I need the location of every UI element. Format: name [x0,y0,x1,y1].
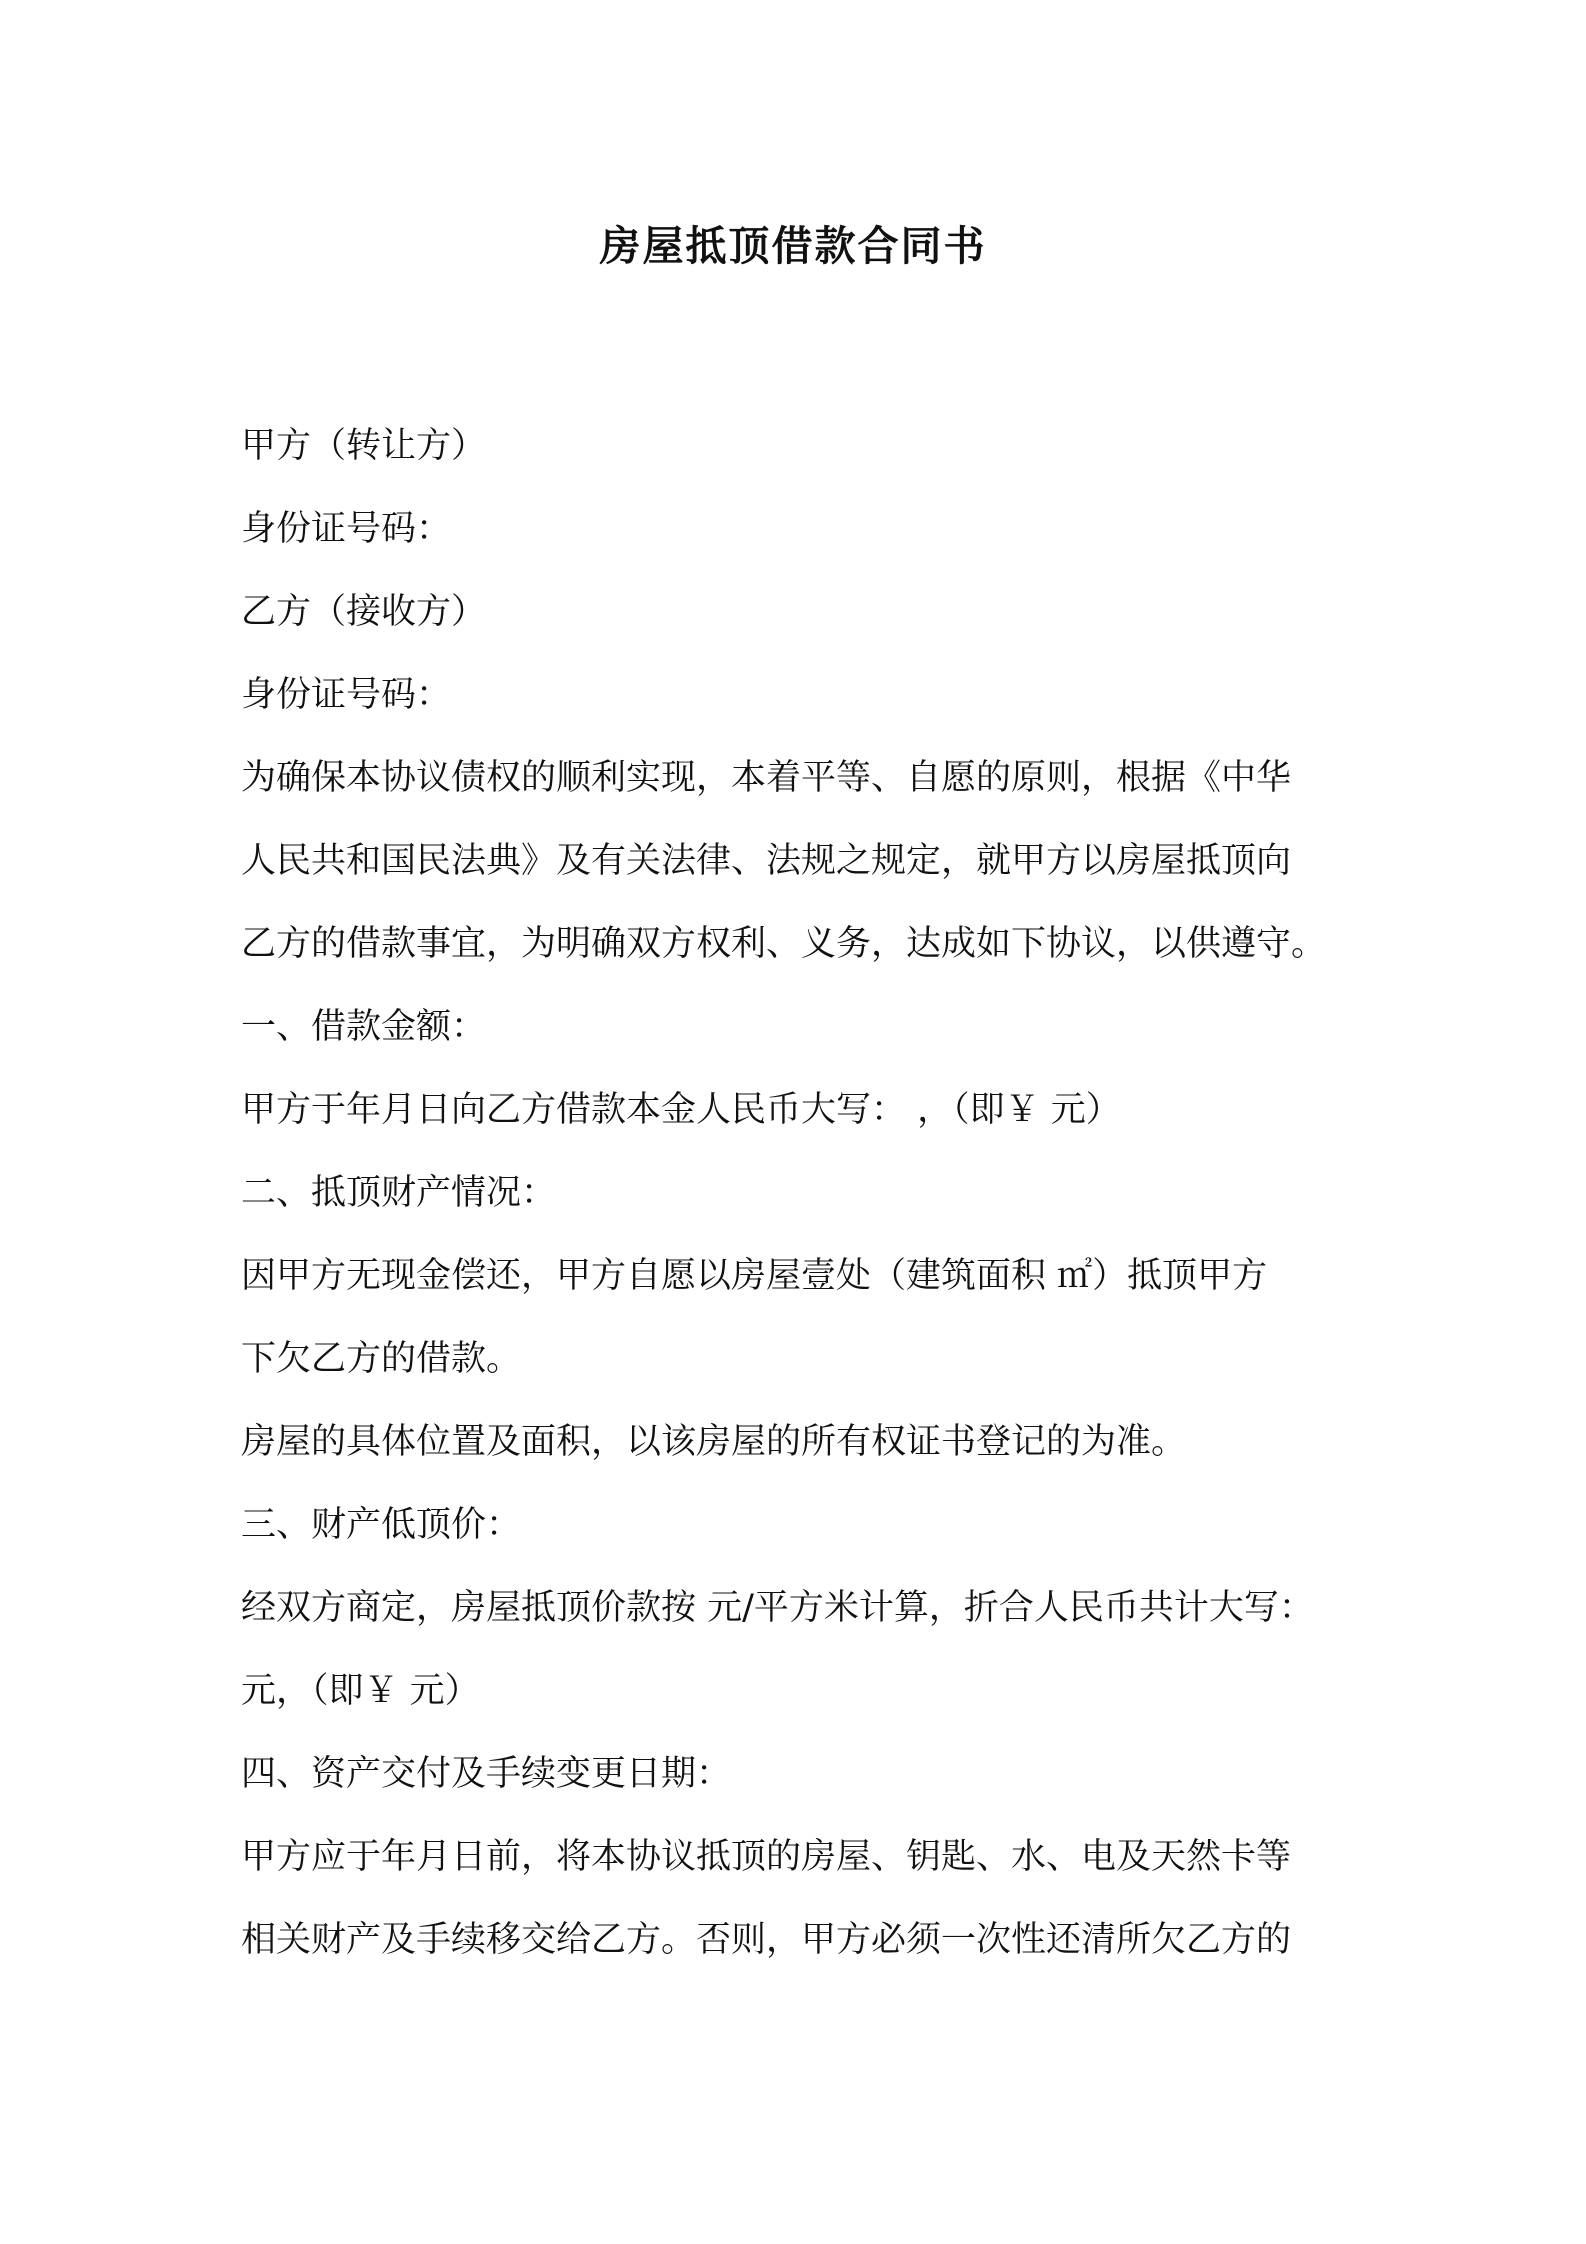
party-b-label: 乙方（接收方） [241,592,487,632]
loan-amount-text: 甲方于年月日向乙方借款本金人民币大写： ，（即￥ 元） [241,1090,1121,1130]
preamble-line: 乙方的借款事宜，为明确双方权利、义务，达成如下协议，以供遵守。 [241,924,1327,964]
section-heading-delivery: 四、资产交付及手续变更日期： [241,1754,732,1794]
preamble-line: 为确保本协议债权的顺利实现，本着平等、自愿的原则，根据《中华 [241,758,1292,798]
party-b-id-label: 身份证号码： [241,675,452,715]
section-heading-price: 三、财产低顶价： [241,1505,522,1545]
property-text-line: 因甲方无现金偿还，甲方自愿以房屋壹处（建筑面积 ㎡）抵顶甲方 [241,1256,1268,1296]
party-a-id-label: 身份证号码： [241,509,452,549]
price-text-line: 元，（即￥ 元） [241,1671,480,1711]
delivery-text-line: 相关财产及手续移交给乙方。否则，甲方必须一次性还清所欠乙方的 [241,1920,1292,1960]
property-text-line: 下欠乙方的借款。 [241,1339,522,1379]
section-heading-property: 二、抵顶财产情况： [241,1173,557,1213]
price-text-line: 经双方商定，房屋抵顶价款按 元/平方米计算，折合人民币共计大写： [241,1588,1314,1628]
party-a-label: 甲方（转让方） [241,426,487,466]
delivery-text-line: 甲方应于年月日前，将本协议抵顶的房屋、钥匙、水、电及天然卡等 [241,1837,1292,1877]
property-location-text: 房屋的具体位置及面积，以该房屋的所有权证书登记的为准。 [241,1422,1187,1462]
document-body [241,405,1361,1982]
preamble-line: 人民共和国民法典》及有关法律、法规之规定，就甲方以房屋抵顶向 [241,841,1292,881]
section-heading-loan-amount: 一、借款金额： [241,1007,487,1047]
document-title: 房屋抵顶借款合同书 [599,222,987,270]
